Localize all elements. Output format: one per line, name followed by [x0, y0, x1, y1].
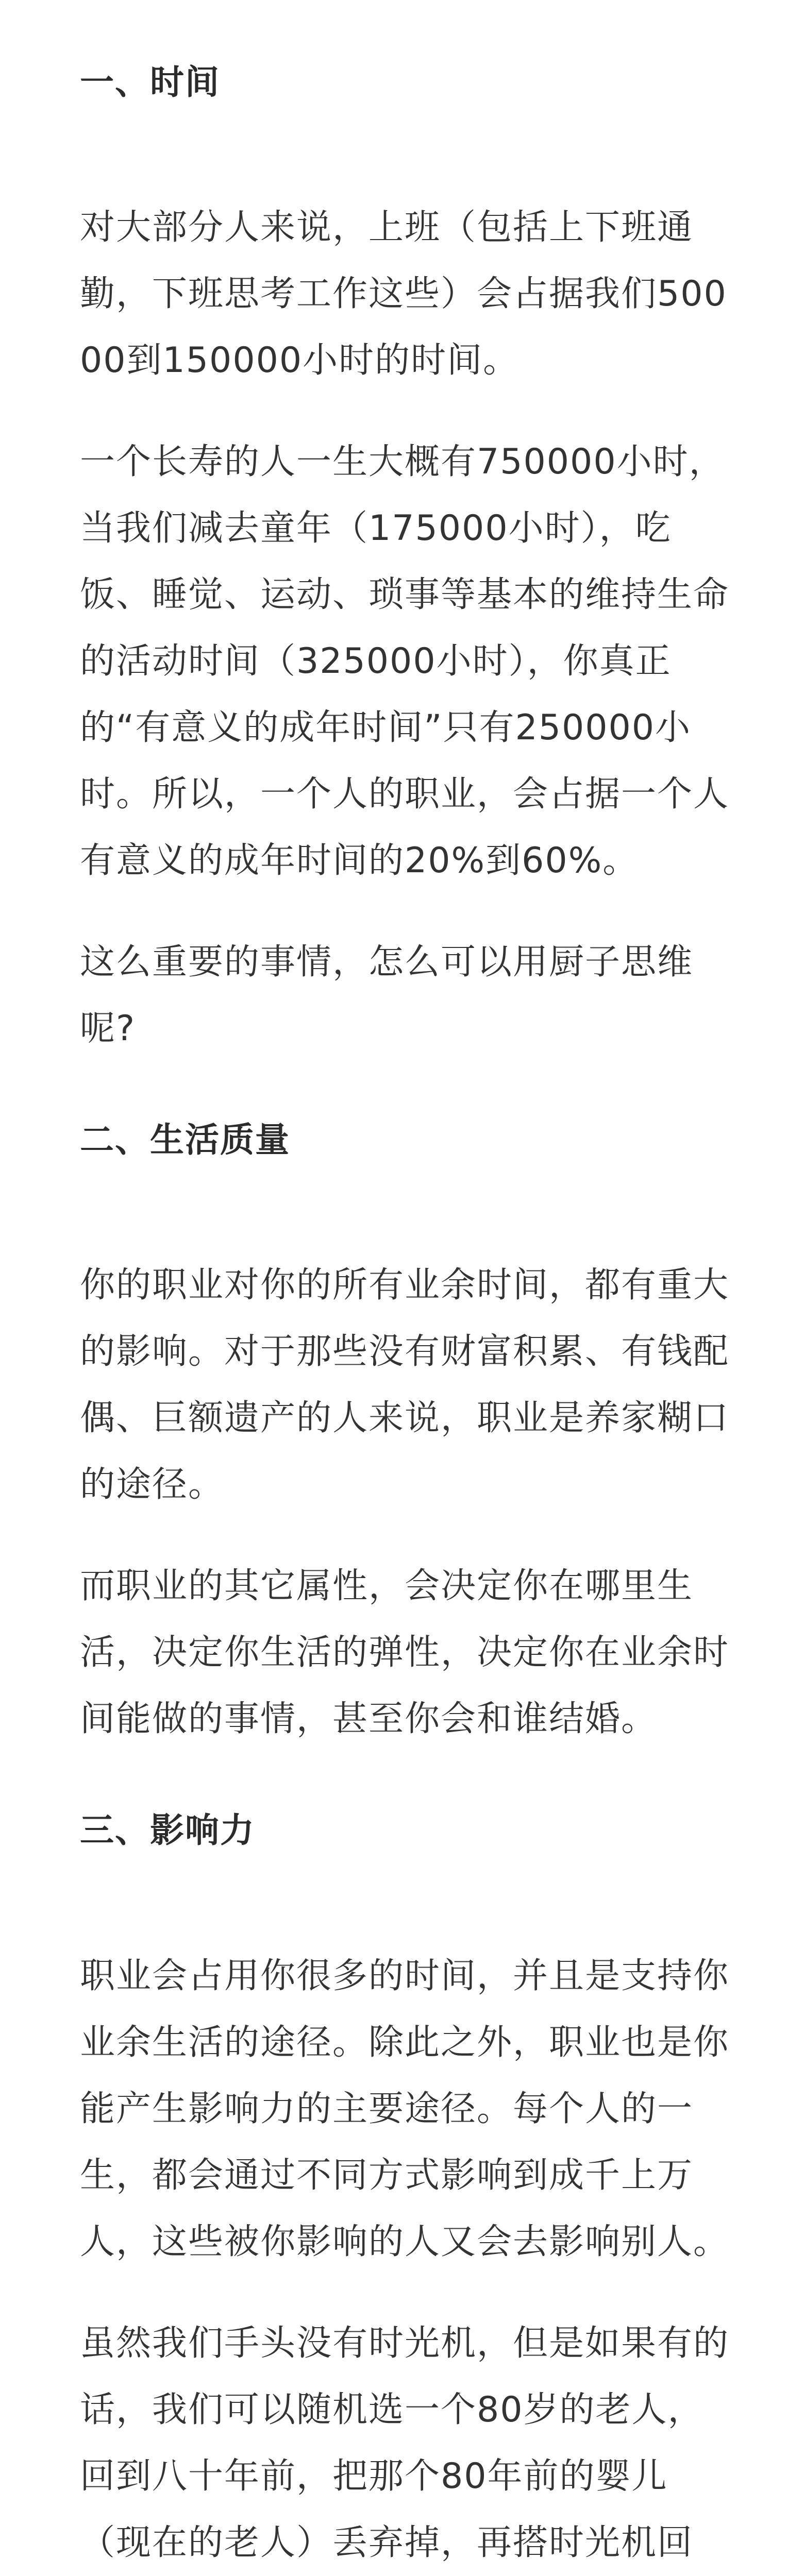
paragraph-quality-2: 而职业的其它属性，会决定你在哪里生活，决定你生活的弹性，决定你在业余时间能做的事情，甚至你会和谁结婚。 [80, 1566, 730, 1740]
paragraph-influence-1: 职业会占用你很多的时间，并且是支持你业余生活的途径。除此之外，职业也是你能产生影响力的主要途径。每个人的一生，都会通过不同方式影响到成千上万人，这些被你影响的人又会去影响别人。 [80, 1955, 730, 2262]
paragraph-quality-1: 你的职业对你的所有业余时间，都有重大的影响。对于那些没有财富积累、有钱配偶、巨额遗产的人来说，职业是养家糊口的途径。 [80, 1265, 730, 1505]
paragraph-time-1: 对大部分人来说，上班（包括上下班通勤，下班思考工作这些）会占据我们50000到150000小时的时间。 [80, 207, 727, 381]
article-body [80, 62, 734, 2576]
section-heading-influence: 三、影响力 [80, 1810, 255, 1851]
section-heading-time: 一、时间 [80, 62, 220, 102]
paragraph-influence-2: 虽然我们手头没有时光机，但是如果有的话，我们可以随机选一个80岁的老人，回到八十年前，把那个80年前的婴儿（现在的老人）丢弃掉，再搭时光机回 [80, 2323, 730, 2563]
paragraph-time-2: 一个长寿的人一生大概有750000小时，当我们减去童年（175000小时），吃饭、睡觉、运动、琐事等基本的维持生命的活动时间（325000小时），你真正的“有意义的成年时间”只有250000小时。所以，一个人的职业，会占据一个人有意义的成年时间的20%到60%。 [80, 442, 730, 882]
section-heading-quality-of-life: 二、生活质量 [80, 1120, 290, 1160]
paragraph-time-3: 这么重要的事情，怎么可以用厨子思维呢? [80, 942, 694, 1049]
